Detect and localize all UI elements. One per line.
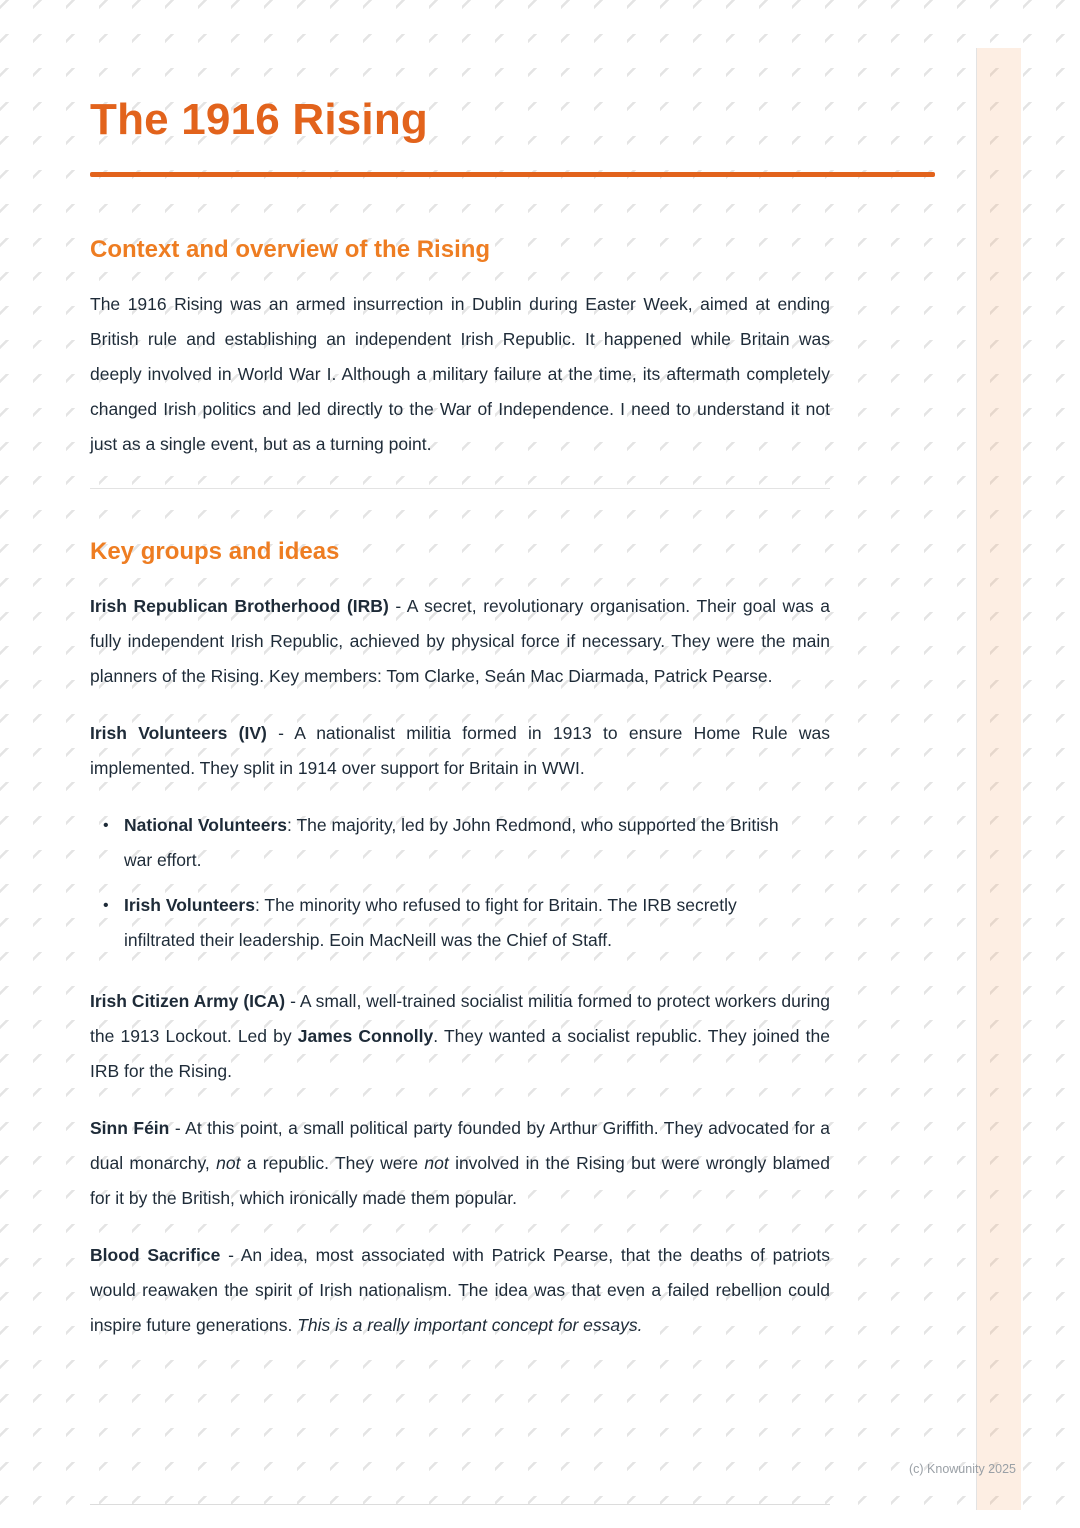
paragraph-text: - At this point, a small political party founded by Arthur Griffith. They advocated for a dual monarchy,: [90, 1118, 830, 1173]
paragraph-ica: [90, 984, 830, 1089]
title-divider: [90, 172, 935, 177]
term-blood-sacrifice: Blood Sacrifice: [90, 1245, 221, 1265]
paragraph-context: [90, 287, 830, 462]
page-title: The 1916 Rising: [90, 95, 429, 144]
paragraph-text: a republic. They were: [240, 1153, 425, 1173]
term-ica: Irish Citizen Army (ICA): [90, 991, 286, 1011]
section-key-groups: [90, 537, 835, 1343]
bullet-icon: •: [103, 897, 109, 914]
document-content: [90, 0, 835, 1365]
term-irb: Irish Republican Brotherhood (IRB): [90, 596, 389, 616]
emphasis-not: not: [216, 1153, 241, 1173]
paragraph-text: - A secret, revolutionary organisation. Their goal was a fully independent Irish Republic, achieved by physical force if necessary. They were the main planners of the Rising. Key members: Tom Clarke, Seán Mac Diarmada, Patrick Pearse.: [90, 596, 830, 686]
paragraph-text: - An idea, most associated with Patrick Pearse, that the deaths of patriots would reawaken the spirit of Irish nationalism. The idea was that even a failed rebellion could inspire future generations.: [90, 1245, 830, 1335]
page-bottom-divider: [90, 1504, 830, 1505]
paragraph-iv: [90, 716, 830, 786]
list-item-text: : The minority who refused to fight for Britain. The IRB secretly infiltrated their leadership. Eoin MacNeill was the Chief of Staff.: [124, 895, 737, 950]
term-irish-volunteers: Irish Volunteers: [124, 895, 255, 915]
term-james-connolly: James Connolly: [297, 1026, 434, 1046]
emphasis-essay-note: This is a really important concept for essays.: [297, 1315, 643, 1335]
list-item-irish-volunteers: [103, 888, 804, 958]
section-context: [90, 235, 835, 462]
paragraph-text: - A nationalist militia formed in 1913 to ensure Home Rule was implemented. They split in 1914 over support for Britain in WWI.: [90, 723, 831, 778]
list-item-text: : The majority, led by John Redmond, who supported the British war effort.: [124, 815, 779, 870]
section-heading-key-groups: Key groups and ideas: [90, 538, 340, 565]
paragraph-text: The 1916 Rising was an armed insurrection in Dublin during Easter Week, aimed at ending British rule and establishing an independent Irish Republic. It happened while Britain was deeply involved in World War I. Although a military failure at the time, its aftermath completely changed Irish politics and led directly to the War of Independence. I need to understand it not just as a single event, but as a turning point.: [90, 294, 830, 454]
paragraph-sinn-fein: [90, 1111, 830, 1216]
section-heading-context: Context and overview of the Rising: [90, 236, 491, 263]
term-iv: Irish Volunteers (IV): [90, 723, 267, 743]
paragraph-blood-sacrifice: [90, 1238, 830, 1343]
paragraph-irb: [90, 589, 830, 694]
section-divider: [90, 488, 830, 489]
term-national-volunteers: National Volunteers: [124, 815, 288, 835]
term-sinn-fein: Sinn Féin: [90, 1118, 170, 1138]
paragraph-text: - A small, well-trained socialist militia formed to protect workers during the 1913 Lockout. Led by: [90, 991, 830, 1046]
paragraph-text: involved in the Rising but were wrongly blamed for it by the British, which ironically made them popular.: [90, 1153, 830, 1208]
emphasis-not: not: [424, 1153, 449, 1173]
list-item-national-volunteers: [103, 808, 804, 878]
bullet-icon: •: [103, 817, 109, 834]
volunteer-split-list: [90, 808, 804, 958]
paragraph-text: . They wanted a socialist republic. They joined the IRB for the Rising.: [90, 1026, 830, 1081]
footer-credit: (c) Knowunity 2025: [908, 1462, 1016, 1476]
page-margin-stripe: [976, 48, 1021, 1510]
